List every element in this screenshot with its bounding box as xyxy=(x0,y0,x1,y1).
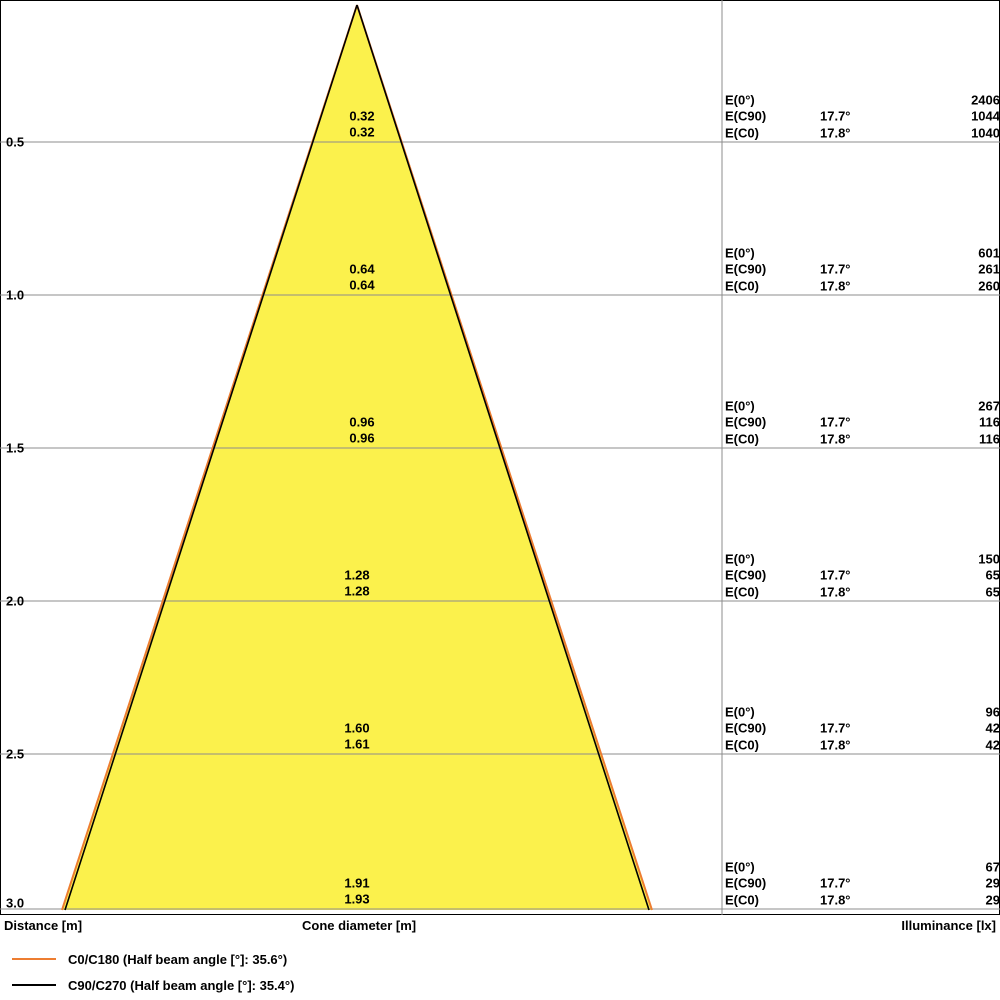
illuminance-row xyxy=(725,859,1000,875)
illuminance-angle: 17.7° xyxy=(820,108,851,124)
illuminance-row xyxy=(725,876,1000,892)
illuminance-angle: 17.7° xyxy=(820,414,851,430)
axis-title-illuminance: Illuminance [lx] xyxy=(901,918,996,933)
illuminance-value: 67 xyxy=(985,859,1000,875)
illuminance-angle xyxy=(820,704,910,720)
illuminance-group-1 xyxy=(725,92,1000,141)
illuminance-label: E(0°) xyxy=(725,704,755,720)
illuminance-row xyxy=(725,92,1000,108)
cone-diameter-group-5 xyxy=(344,721,369,754)
illuminance-label: E(0°) xyxy=(725,245,755,261)
illuminance-label: E(C0) xyxy=(725,430,759,446)
illuminance-label: E(C0) xyxy=(725,583,759,599)
illuminance-angle: 17.7° xyxy=(820,261,851,277)
illuminance-group-2 xyxy=(725,245,1000,294)
illuminance-label: E(C90) xyxy=(725,414,767,430)
illuminance-group-3 xyxy=(725,398,1000,447)
legend-line-icon-c0c180 xyxy=(12,958,56,960)
illuminance-label: E(C90) xyxy=(725,567,767,583)
illuminance-label: E(0°) xyxy=(725,92,755,108)
illuminance-angle: 17.7° xyxy=(820,875,851,891)
illuminance-row xyxy=(725,721,1000,737)
illuminance-value: 261 xyxy=(978,261,1000,277)
cone-diameter-c90c270-3: 0.96 xyxy=(349,430,375,446)
illuminance-row xyxy=(725,431,1000,447)
legend-item-c90c270 xyxy=(0,972,1000,998)
illuminance-angle: 17.8° xyxy=(820,124,851,140)
illuminance-label: E(C0) xyxy=(725,277,759,293)
illuminance-label: E(C0) xyxy=(725,736,759,752)
illuminance-angle: 17.8° xyxy=(820,277,851,293)
illuminance-angle: 17.8° xyxy=(820,736,851,752)
cone-diameter-group-1 xyxy=(349,109,374,142)
illuminance-label: E(C0) xyxy=(725,124,759,140)
cone-diameter-c90c270-1: 0.32 xyxy=(349,124,375,140)
illuminance-value: 1040 xyxy=(971,124,1000,140)
illuminance-row xyxy=(725,704,1000,720)
axis-title-distance: Distance [m] xyxy=(4,918,83,933)
legend-label-c90c270: C90/C270 (Half beam angle [°]: 35.4°) xyxy=(68,977,295,993)
cone-diameter-c90c270-4: 1.28 xyxy=(344,583,370,599)
illuminance-value: 116 xyxy=(979,430,1000,446)
illuminance-label: E(0°) xyxy=(725,398,755,414)
cone-diameter-group-3 xyxy=(349,415,374,448)
axis-titles xyxy=(0,916,1000,938)
distance-label-1: 0.5 xyxy=(6,134,25,150)
cone-diameter-group-2 xyxy=(349,262,374,295)
illuminance-label: E(C90) xyxy=(725,875,767,891)
illuminance-value: 1044 xyxy=(971,108,1000,124)
illuminance-label: E(0°) xyxy=(725,551,755,567)
cone-diameter-c0c180-6: 1.91 xyxy=(344,875,370,891)
illuminance-row xyxy=(725,551,1000,567)
illuminance-row xyxy=(725,109,1000,125)
illuminance-row xyxy=(725,245,1000,261)
illuminance-label: E(C0) xyxy=(725,891,759,907)
illuminance-label: E(C90) xyxy=(725,261,767,277)
illuminance-value: 29 xyxy=(985,875,1000,891)
illuminance-value: 2406 xyxy=(971,92,1000,108)
distance-label-3: 1.5 xyxy=(6,440,25,456)
distance-label-4: 2.0 xyxy=(6,593,25,609)
illuminance-value: 601 xyxy=(978,245,1000,261)
cone-diameter-group-6 xyxy=(344,876,369,909)
illuminance-angle: 17.7° xyxy=(820,567,851,583)
illuminance-value: 42 xyxy=(985,720,1000,736)
illuminance-value: 267 xyxy=(978,398,1000,414)
cone-diameter-c90c270-6: 1.93 xyxy=(344,891,370,907)
illuminance-label: E(C90) xyxy=(725,108,767,124)
illuminance-angle xyxy=(820,859,910,875)
illuminance-row xyxy=(725,262,1000,278)
illuminance-row xyxy=(725,568,1000,584)
illuminance-angle: 17.8° xyxy=(820,583,851,599)
cone-diameter-c0c180-4: 1.28 xyxy=(344,567,370,583)
illuminance-row xyxy=(725,415,1000,431)
illuminance-angle xyxy=(820,245,910,261)
axis-title-cone-diameter: Cone diameter [m] xyxy=(302,918,417,933)
illuminance-group-6 xyxy=(725,859,1000,908)
illuminance-value: 65 xyxy=(985,567,1000,583)
cone-diameter-c0c180-5: 1.60 xyxy=(344,720,370,736)
illuminance-value: 42 xyxy=(985,736,1000,752)
illuminance-row xyxy=(725,125,1000,141)
illuminance-group-5 xyxy=(725,704,1000,753)
illuminance-value: 116 xyxy=(979,414,1000,430)
illuminance-value: 29 xyxy=(985,891,1000,907)
illuminance-group-4 xyxy=(725,551,1000,600)
illuminance-row xyxy=(725,398,1000,414)
distance-label-2: 1.0 xyxy=(6,287,25,303)
cone-diameter-group-4 xyxy=(344,568,369,601)
illuminance-value: 96 xyxy=(985,704,1000,720)
cone-diameter-c90c270-2: 0.64 xyxy=(349,277,375,293)
illuminance-angle: 17.8° xyxy=(820,891,851,907)
illuminance-row xyxy=(725,737,1000,753)
cone-diameter-c0c180-2: 0.64 xyxy=(349,261,375,277)
legend-line-icon-c90c270 xyxy=(12,984,56,986)
legend-item-c0c180 xyxy=(0,946,1000,972)
illuminance-angle: 17.7° xyxy=(820,720,851,736)
illuminance-row xyxy=(725,278,1000,294)
illuminance-angle xyxy=(820,92,910,108)
illuminance-value: 260 xyxy=(978,277,1000,293)
illuminance-angle xyxy=(820,398,910,414)
illuminance-label: E(C90) xyxy=(725,720,767,736)
legend xyxy=(0,946,1000,998)
cone-diameter-c0c180-3: 0.96 xyxy=(349,414,375,430)
illuminance-value: 65 xyxy=(985,583,1000,599)
cone-diameter-c90c270-5: 1.61 xyxy=(344,736,370,752)
legend-label-c0c180: C0/C180 (Half beam angle [°]: 35.6°) xyxy=(68,951,288,967)
illuminance-angle xyxy=(820,551,910,567)
distance-label-5: 2.5 xyxy=(6,746,25,762)
distance-label-6: 3.0 xyxy=(6,895,25,911)
cone-diameter-c0c180-1: 0.32 xyxy=(349,108,375,124)
illuminance-value: 150 xyxy=(978,551,1000,567)
illuminance-row xyxy=(725,892,1000,908)
illuminance-angle: 17.8° xyxy=(820,430,851,446)
illuminance-row xyxy=(725,584,1000,600)
illuminance-label: E(0°) xyxy=(725,859,755,875)
